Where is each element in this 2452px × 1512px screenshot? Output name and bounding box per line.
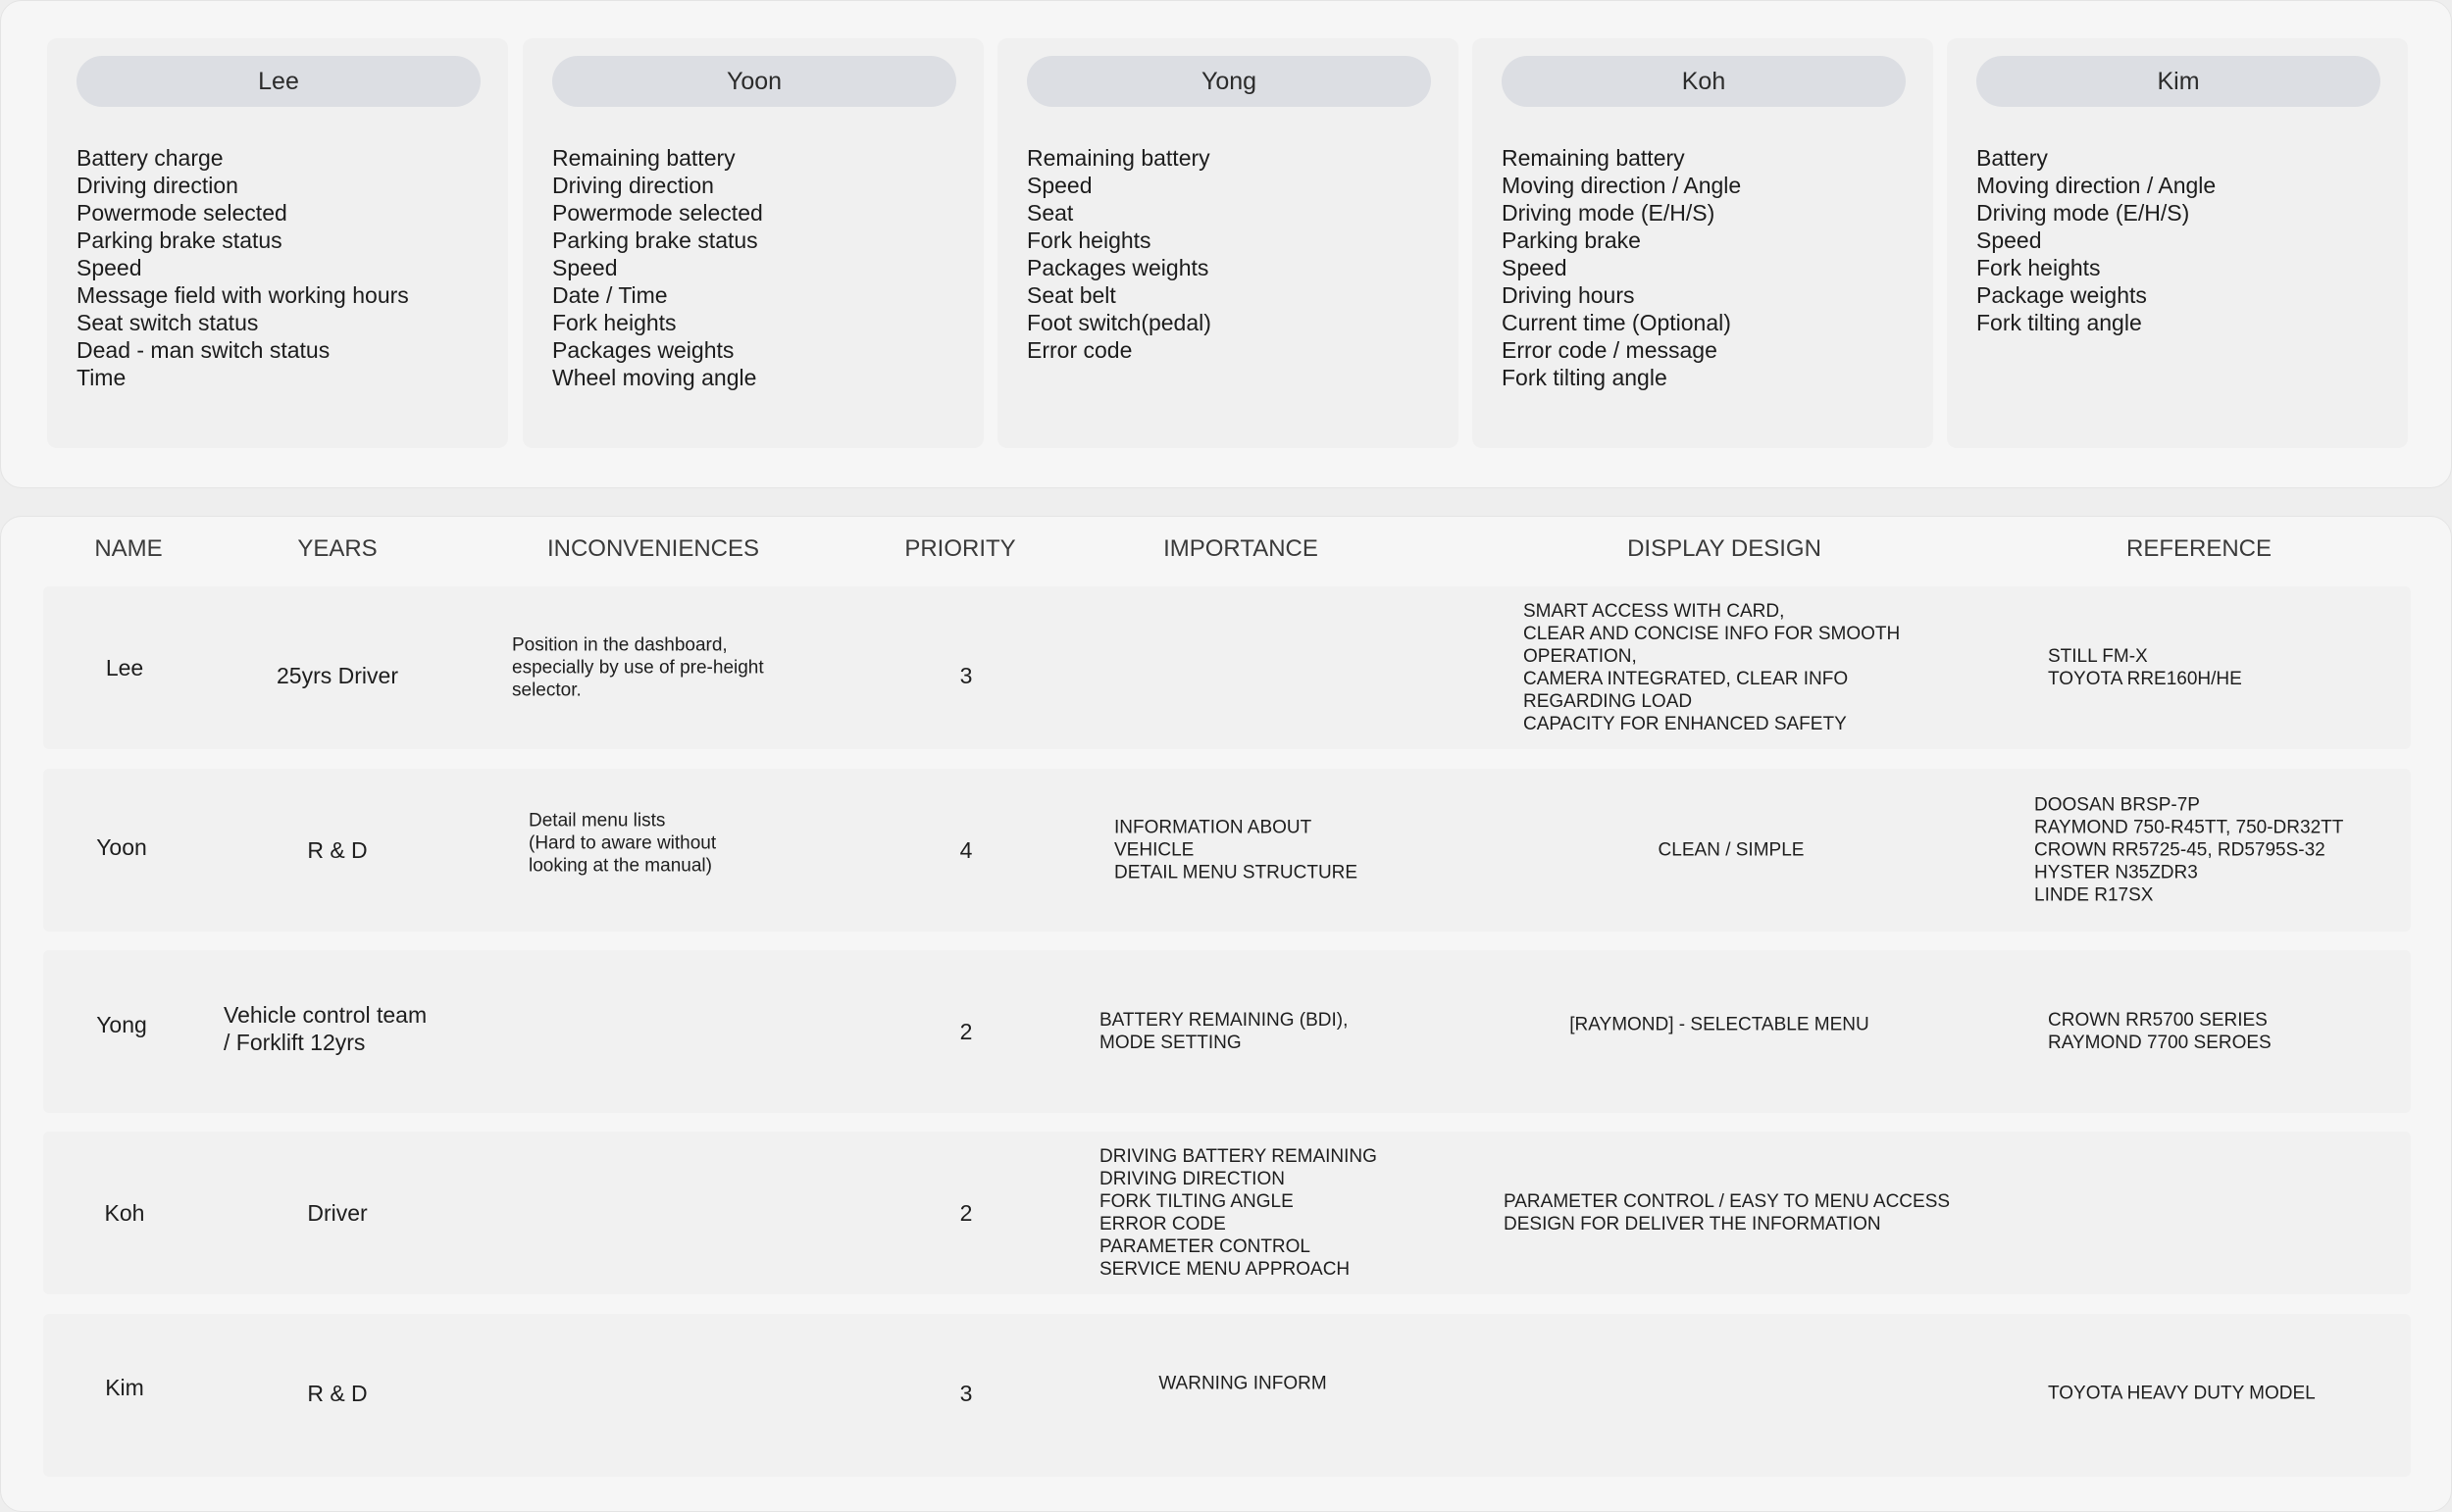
- table-row: [43, 586, 2411, 749]
- row-years: 25yrs Driver: [277, 663, 398, 689]
- column-header-importance: IMPORTANCE: [1163, 535, 1318, 562]
- row-reference: STILL FM-X TOYOTA RRE160H/HE: [2048, 646, 2242, 689]
- row-reference: CROWN RR5700 SERIES RAYMOND 7700 SEROES: [2048, 1010, 2272, 1053]
- list-item: Speed: [1976, 227, 2042, 253]
- list-item: Speed: [77, 255, 142, 280]
- persona-name-pill: Yong: [1027, 56, 1431, 107]
- persona-name-pill: Kim: [1976, 56, 2380, 107]
- persona-card-lee: [47, 38, 508, 448]
- column-header-display-design: DISPLAY DESIGN: [1627, 535, 1821, 562]
- list-item: Package weights: [1976, 282, 2147, 308]
- list-item: Wheel moving angle: [552, 365, 757, 390]
- row-reference: TOYOTA HEAVY DUTY MODEL: [2048, 1383, 2316, 1404]
- persona-card-kim: [1947, 38, 2408, 448]
- table-row: [43, 769, 2411, 932]
- list-item: Date / Time: [552, 282, 668, 308]
- list-item: Speed: [552, 255, 618, 280]
- display-items-list: [552, 144, 763, 391]
- list-item: Time: [77, 365, 127, 390]
- list-item: Seat belt: [1027, 282, 1116, 308]
- list-item: Moving direction / Angle: [1502, 173, 1742, 198]
- row-years: Driver: [307, 1200, 368, 1226]
- persona-card-koh: [1472, 38, 1933, 448]
- persona-name-pill: Yoon: [552, 56, 956, 107]
- row-importance: WARNING INFORM: [1158, 1373, 1327, 1394]
- row-years: R & D: [307, 837, 368, 863]
- row-priority: 2: [959, 1019, 973, 1044]
- list-item: Speed: [1027, 173, 1093, 198]
- list-item: Packages weights: [552, 337, 735, 363]
- list-item: Driving hours: [1502, 282, 1635, 308]
- display-items-list: [1502, 144, 1741, 391]
- list-item: Dead - man switch status: [77, 337, 331, 363]
- list-item: Fork tilting angle: [1502, 365, 1667, 390]
- list-item: Speed: [1502, 255, 1567, 280]
- list-item: Seat: [1027, 200, 1074, 226]
- display-items-list: [1027, 144, 1211, 364]
- list-item: Driving mode (E/H/S): [1976, 200, 2190, 226]
- row-name: Lee: [105, 655, 144, 680]
- list-item: Moving direction / Angle: [1976, 173, 2217, 198]
- row-inconveniences: Detail menu lists (Hard to aware without looking at the manual): [529, 810, 717, 877]
- row-years: Vehicle control team / Forklift 12yrs: [224, 1001, 428, 1055]
- list-item: Remaining battery: [1502, 145, 1685, 171]
- list-item: Fork heights: [1027, 227, 1151, 253]
- row-reference: DOOSAN BRSP-7P RAYMOND 750-R45TT, 750-DR32TT CROWN RR5725-45, RD5795S-32 HYSTER N35ZDR3 LINDE R17SX: [2034, 794, 2344, 906]
- list-item: Battery charge: [77, 145, 224, 171]
- table-row: [43, 1314, 2411, 1477]
- column-header-priority: PRIORITY: [904, 535, 1016, 562]
- column-header-inconveniences: INCONVENIENCES: [546, 535, 760, 562]
- display-items-list: [1976, 144, 2216, 336]
- persona-card-yong: [997, 38, 1458, 448]
- column-header-name: NAME: [94, 535, 163, 562]
- row-importance: INFORMATION ABOUT VEHICLE DETAIL MENU STRUCTURE: [1114, 817, 1358, 883]
- row-display-design: SMART ACCESS WITH CARD, CLEAR AND CONCISE INFO FOR SMOOTH OPERATION, CAMERA INTEGRATED, CLEAR INFO REGARDING LOAD CAPACITY FOR ENHANCED SAFETY: [1523, 601, 1901, 734]
- row-name: Kim: [105, 1374, 144, 1400]
- list-item: Fork heights: [1976, 255, 2101, 280]
- row-importance: BATTERY REMAINING (BDI), MODE SETTING: [1099, 1010, 1349, 1053]
- column-header-years: YEARS: [297, 535, 378, 562]
- row-display-design: [RAYMOND] - SELECTABLE MENU: [1569, 1014, 1869, 1035]
- row-priority: 3: [959, 663, 973, 689]
- list-item: Message field with working hours: [77, 282, 409, 308]
- column-header-reference: REFERENCE: [2125, 535, 2273, 562]
- row-name: Yong: [96, 1012, 147, 1038]
- list-item: Driving direction: [552, 173, 714, 198]
- row-priority: 3: [959, 1381, 973, 1407]
- list-item: Parking brake status: [77, 227, 282, 253]
- list-item: Parking brake status: [552, 227, 758, 253]
- row-display-design: CLEAN / SIMPLE: [1658, 839, 1805, 861]
- persona-card-yoon: [523, 38, 984, 448]
- row-display-design: PARAMETER CONTROL / EASY TO MENU ACCESS DESIGN FOR DELIVER THE INFORMATION: [1504, 1191, 1951, 1235]
- table-row: [43, 950, 2411, 1113]
- persona-name-pill: Lee: [77, 56, 481, 107]
- table-row: [43, 1132, 2411, 1294]
- list-item: Battery: [1976, 145, 2048, 171]
- list-item: Fork tilting angle: [1976, 310, 2142, 335]
- list-item: Error code: [1027, 337, 1133, 363]
- row-name: Koh: [104, 1200, 145, 1226]
- row-priority: 4: [959, 837, 973, 863]
- list-item: Remaining battery: [552, 145, 736, 171]
- list-item: Powermode selected: [552, 200, 763, 226]
- list-item: Seat switch status: [77, 310, 259, 335]
- list-item: Current time (Optional): [1502, 310, 1731, 335]
- persona-cards-panel: [0, 0, 2452, 488]
- row-importance: DRIVING BATTERY REMAINING DRIVING DIRECTION FORK TILTING ANGLE ERROR CODE PARAMETER CONTROL SERVICE MENU APPROACH: [1099, 1146, 1377, 1280]
- list-item: Foot switch(pedal): [1027, 310, 1211, 335]
- list-item: Powermode selected: [77, 200, 287, 226]
- row-years: R & D: [307, 1381, 368, 1407]
- list-item: Driving direction: [77, 173, 238, 198]
- persona-name-pill: Koh: [1502, 56, 1906, 107]
- row-inconveniences: Position in the dashboard, especially by use of pre-height selector.: [512, 634, 764, 701]
- row-priority: 2: [959, 1200, 973, 1226]
- list-item: Packages weights: [1027, 255, 1209, 280]
- list-item: Driving mode (E/H/S): [1502, 200, 1715, 226]
- list-item: Error code / message: [1502, 337, 1717, 363]
- list-item: Parking brake: [1502, 227, 1641, 253]
- row-name: Yoon: [96, 833, 147, 860]
- list-item: Remaining battery: [1027, 145, 1210, 171]
- list-item: Fork heights: [552, 310, 677, 335]
- display-items-list: [77, 144, 409, 391]
